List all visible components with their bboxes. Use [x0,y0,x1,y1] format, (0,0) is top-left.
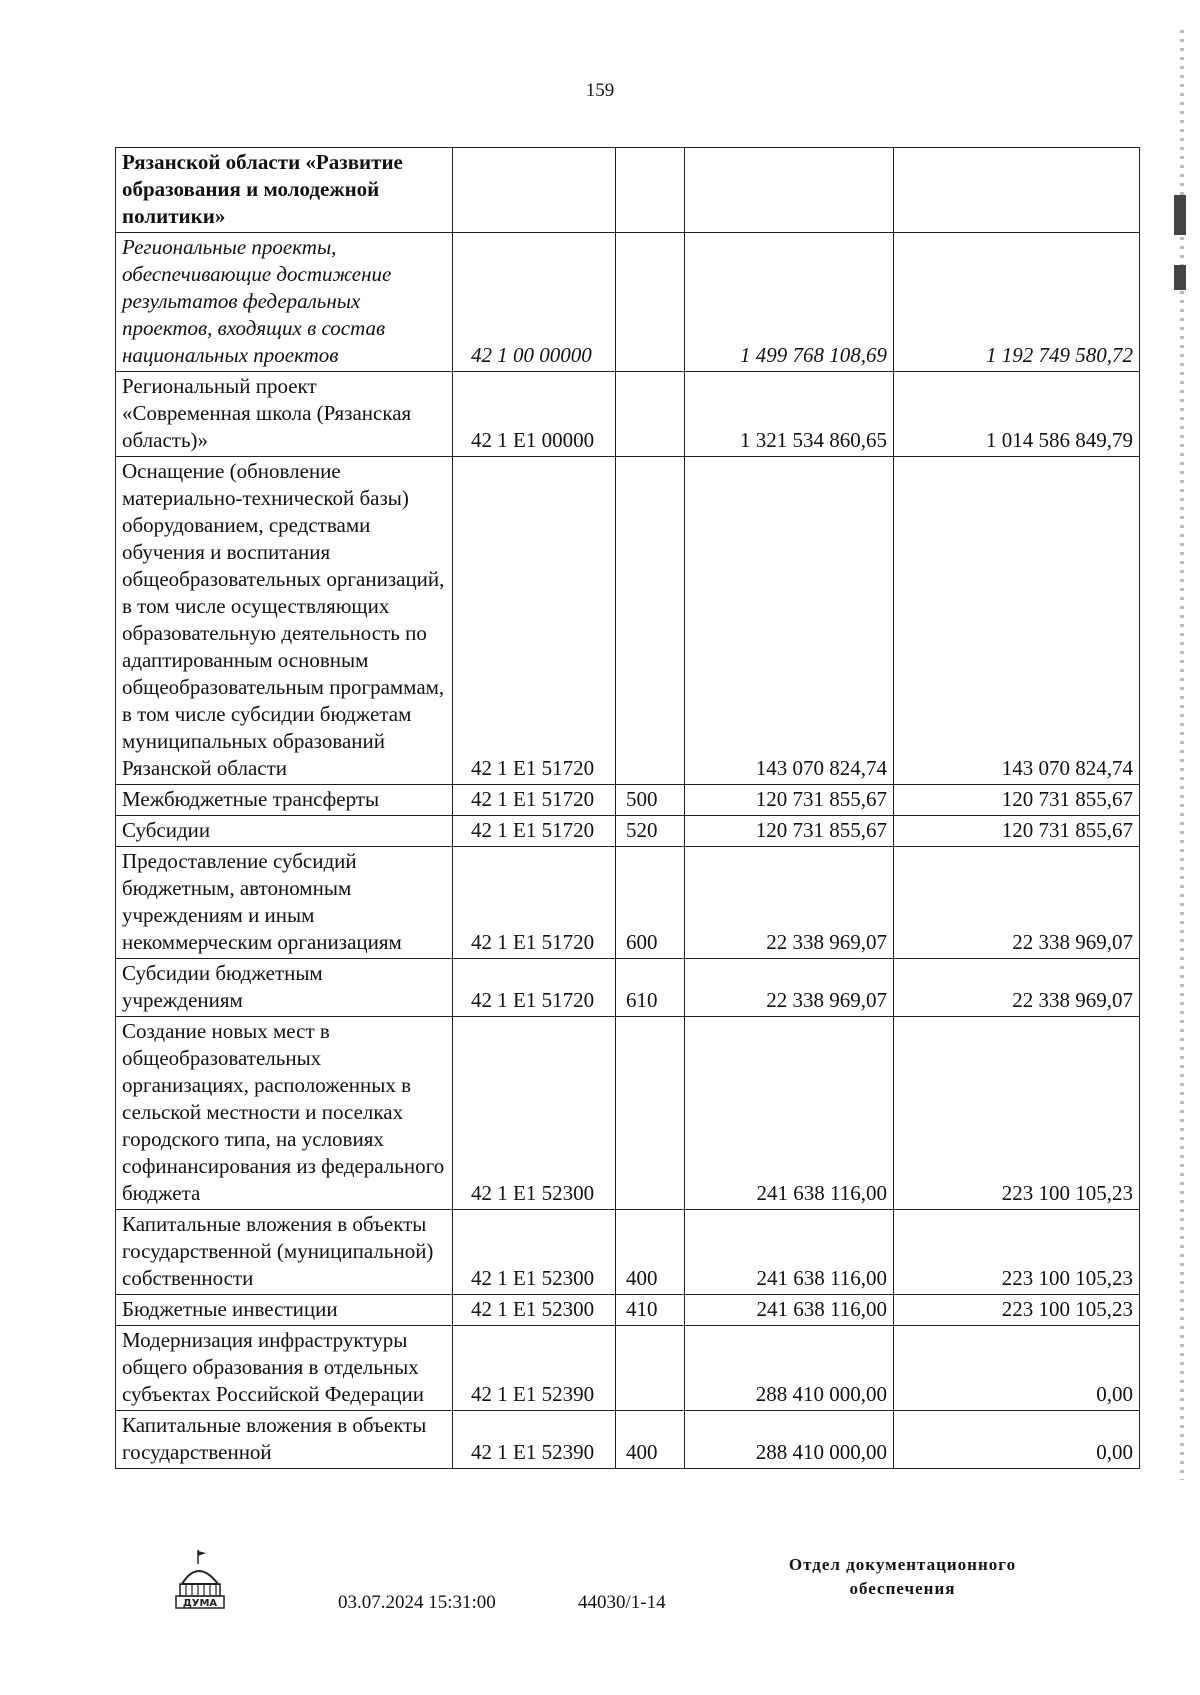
row-expense-type-cell [616,457,685,785]
table-row [116,457,1140,785]
row-code-cell: 42 1 E1 51720 [453,785,616,816]
row-expense-type-cell: 520 [616,816,685,847]
row-expense-type-cell [616,1326,685,1411]
row-name-cell: Бюджетные инвестиции [116,1295,453,1326]
table-row [116,959,1140,1017]
row-expense-type-cell: 410 [616,1295,685,1326]
row-expense-type-cell: 500 [616,785,685,816]
row-amount-2025-cell: 1 321 534 860,65 [685,372,894,457]
row-amount-2025-cell: 22 338 969,07 [685,959,894,1017]
row-code-cell: 42 1 00 00000 [453,233,616,372]
table-row [116,847,1140,959]
row-amount-2025-cell: 288 410 000,00 [685,1411,894,1469]
row-amount-2026-cell: 223 100 105,23 [894,1210,1140,1295]
row-amount-2026-cell: 0,00 [894,1326,1140,1411]
row-amount-2026-cell: 1 192 749 580,72 [894,233,1140,372]
scan-edge-artifact [1180,30,1184,1480]
table-row [116,1326,1140,1411]
row-expense-type-cell: 600 [616,847,685,959]
budget-table-body [116,148,1140,1469]
row-name-cell: Предоставление субсидий бюджетным, автономным учреждениям и иным некоммерческим организациям [116,847,453,959]
row-amount-2026-cell: 143 070 824,74 [894,457,1140,785]
row-code-cell: 42 1 E1 51720 [453,457,616,785]
table-row [116,1210,1140,1295]
row-amount-2026-cell: 223 100 105,23 [894,1017,1140,1210]
row-amount-2025-cell: 120 731 855,67 [685,785,894,816]
footer-department: Отдел документационного обеспечения [788,1555,1017,1598]
row-expense-type-cell: 400 [616,1411,685,1469]
table-row [116,1017,1140,1210]
row-amount-2025-cell: 120 731 855,67 [685,816,894,847]
row-expense-type-cell [616,1017,685,1210]
row-expense-type-cell: 400 [616,1210,685,1295]
table-row [116,372,1140,457]
row-amount-2025-cell: 241 638 116,00 [685,1210,894,1295]
row-amount-2026-cell: 223 100 105,23 [894,1295,1140,1326]
row-amount-2026-cell: 22 338 969,07 [894,847,1140,959]
row-expense-type-cell [616,233,685,372]
footer-date: 03.07.2024 15:31:00 [338,1592,496,1613]
row-code-cell: 42 1 E1 52390 [453,1411,616,1469]
row-amount-2026-cell: 120 731 855,67 [894,816,1140,847]
table-row [116,816,1140,847]
duma-logo-text: ДУМА [182,1598,218,1609]
row-amount-2026-cell [894,148,1140,233]
row-name-cell: Капитальные вложения в объекты государственной (муниципальной) собственности [116,1210,453,1295]
row-amount-2026-cell: 22 338 969,07 [894,959,1140,1017]
row-amount-2025-cell: 288 410 000,00 [685,1326,894,1411]
row-name-cell: Капитальные вложения в объекты государственной [116,1411,453,1469]
row-amount-2026-cell: 0,00 [894,1411,1140,1469]
scan-edge-mark [1174,195,1186,235]
table-row [116,148,1140,233]
row-name-cell: Субсидии бюджетным учреждениям [116,959,453,1017]
scan-edge-mark [1174,265,1186,290]
row-amount-2026-cell: 120 731 855,67 [894,785,1140,816]
row-name-cell: Межбюджетные трансферты [116,785,453,816]
row-expense-type-cell [616,372,685,457]
row-code-cell: 42 1 E1 00000 [453,372,616,457]
row-amount-2025-cell: 1 499 768 108,69 [685,233,894,372]
row-name-cell: Региональные проекты, обеспечивающие достижение результатов федеральных проектов, входящих в состав национальных проектов [116,233,453,372]
row-amount-2025-cell: 143 070 824,74 [685,457,894,785]
row-expense-type-cell: 610 [616,959,685,1017]
row-code-cell: 42 1 E1 51720 [453,959,616,1017]
row-amount-2025-cell: 22 338 969,07 [685,847,894,959]
page-number: 159 [585,80,615,101]
row-code-cell: 42 1 E1 51720 [453,847,616,959]
table-row [116,785,1140,816]
table-row [116,1411,1140,1469]
row-amount-2025-cell: 241 638 116,00 [685,1017,894,1210]
row-name-cell: Рязанской области «Развитие образования и молодежной политики» [116,148,453,233]
row-code-cell: 42 1 E1 52300 [453,1295,616,1326]
row-name-cell: Субсидии [116,816,453,847]
row-name-cell: Региональный проект «Современная школа (Рязанская область)» [116,372,453,457]
budget-table [115,147,1140,1469]
row-amount-2025-cell [685,148,894,233]
duma-logo [170,1548,232,1612]
row-name-cell: Модернизация инфраструктуры общего образования в отдельных субъектах Российской Федерации [116,1326,453,1411]
row-amount-2026-cell: 1 014 586 849,79 [894,372,1140,457]
row-code-cell: 42 1 E1 52300 [453,1017,616,1210]
row-amount-2025-cell: 241 638 116,00 [685,1295,894,1326]
row-code-cell: 42 1 E1 52300 [453,1210,616,1295]
row-name-cell: Создание новых мест в общеобразовательных организациях, расположенных в сельской местности и поселках городского типа, на условиях софинансирования из федерального бюджета [116,1017,453,1210]
table-row [116,1295,1140,1326]
row-code-cell [453,148,616,233]
table-row [116,233,1140,372]
row-code-cell: 42 1 E1 52390 [453,1326,616,1411]
row-name-cell: Оснащение (обновление материально-технической базы) оборудованием, средствами обучения и воспитания общеобразовательных организаций, в том числе осуществляющих образовательную деятельность по адаптированным основным общеобразовательным программам, в том числе субсидии бюджетам муниципальных образований Рязанской области [116,457,453,785]
footer-reg-number: 44030/1-14 [578,1592,666,1613]
row-code-cell: 42 1 E1 51720 [453,816,616,847]
row-expense-type-cell [616,148,685,233]
